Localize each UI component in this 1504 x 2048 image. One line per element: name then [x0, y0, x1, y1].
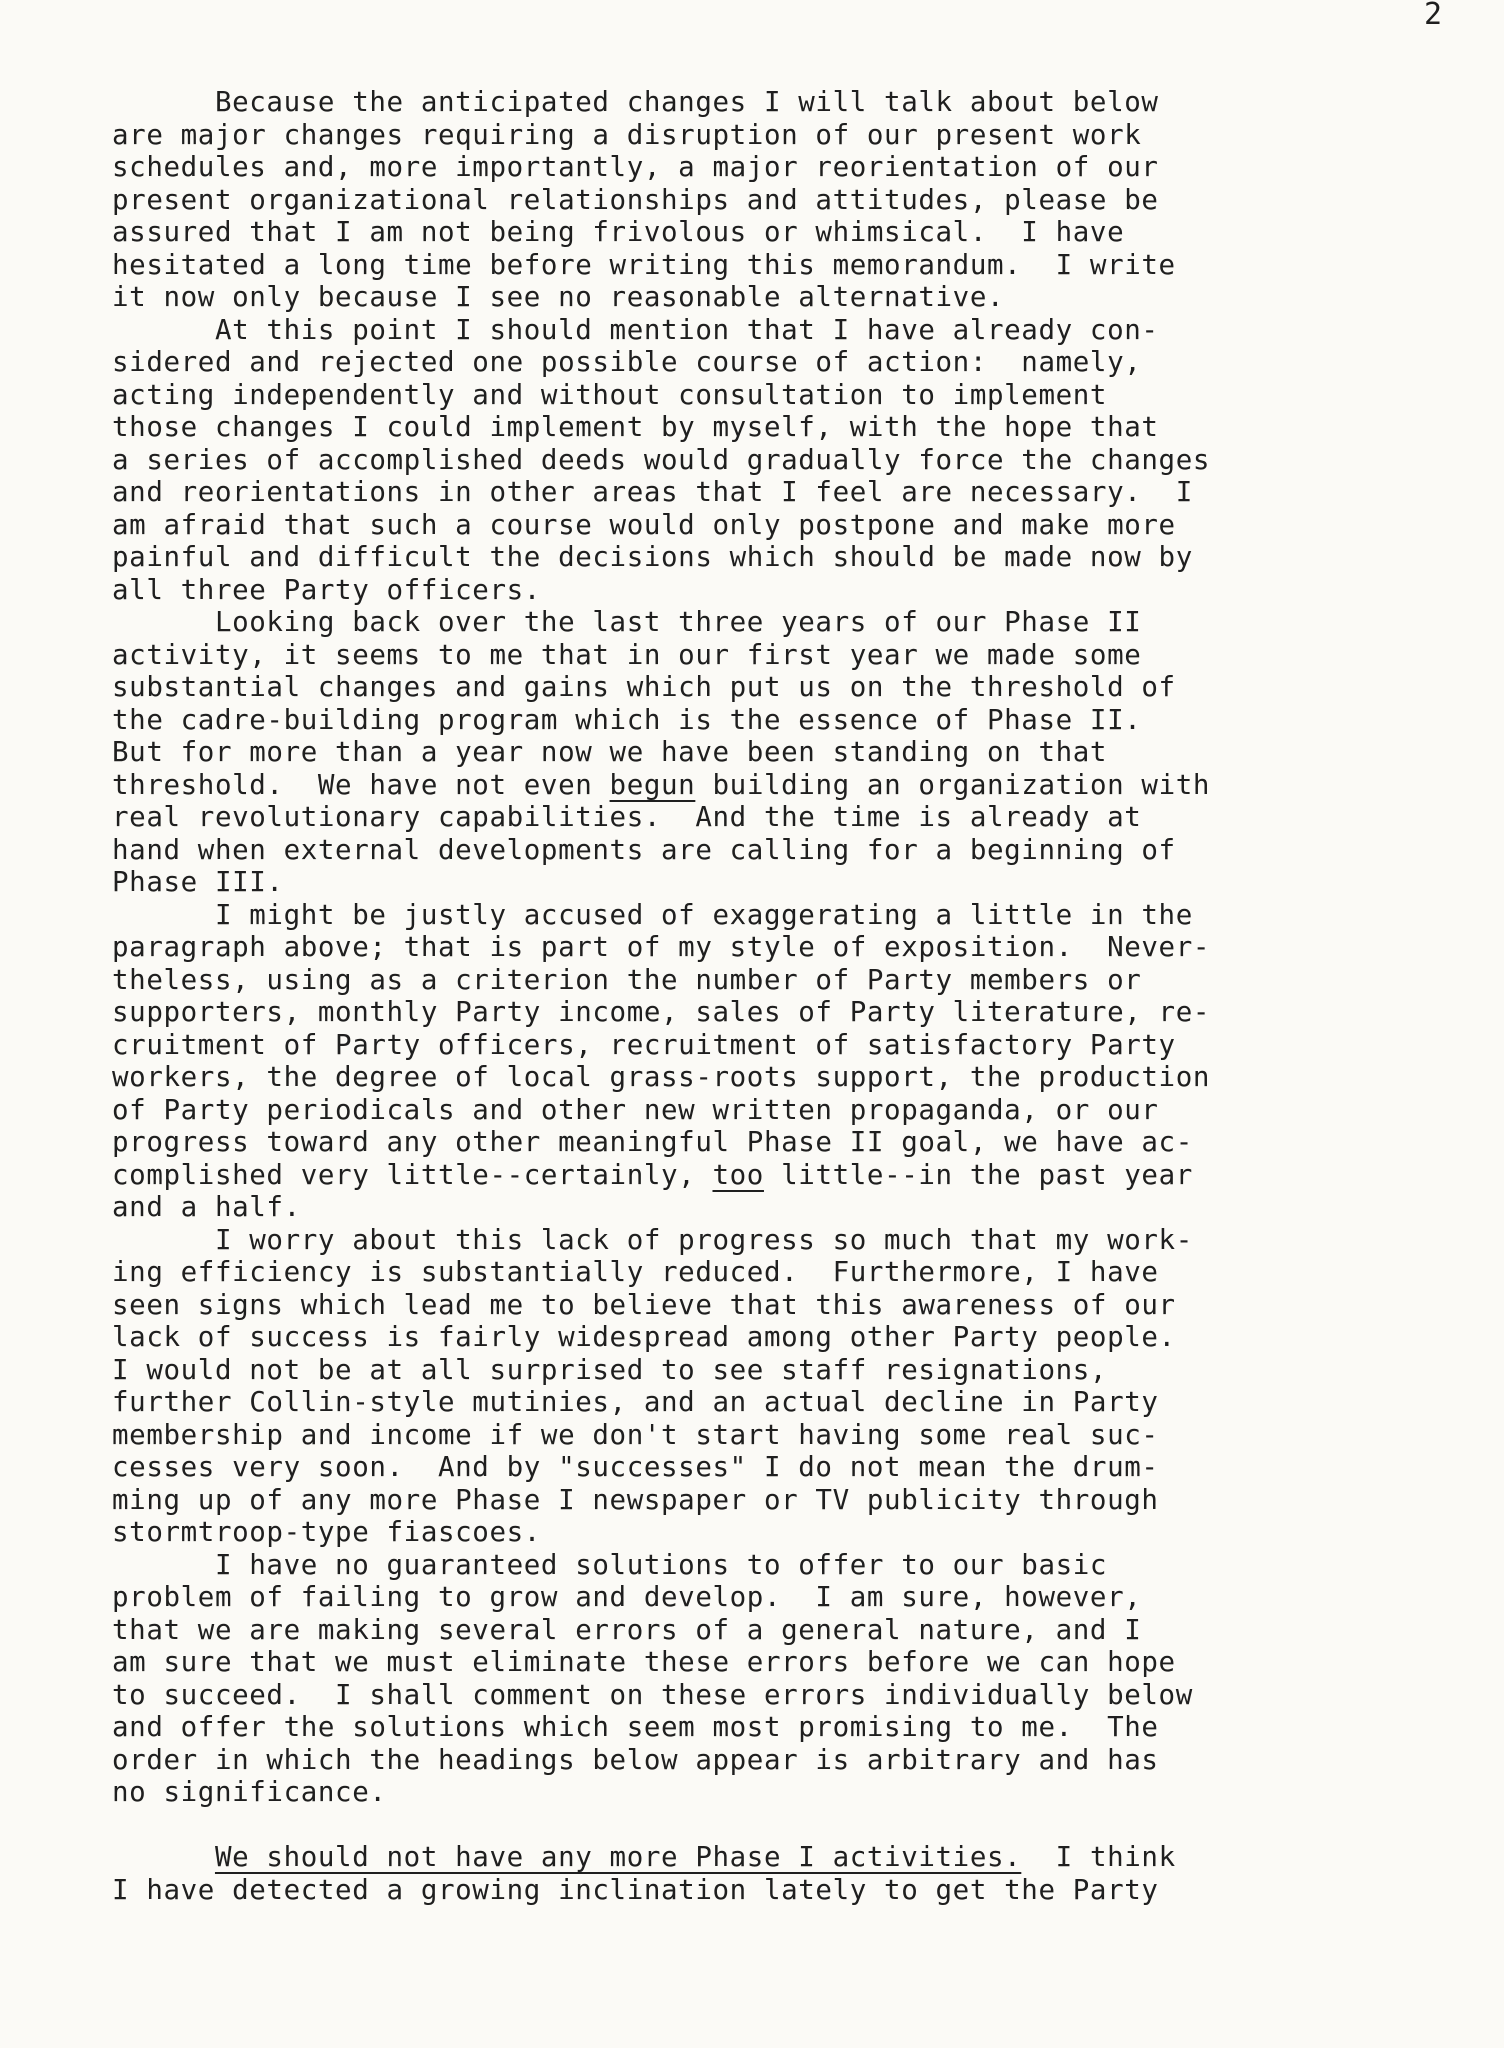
text-line — [112, 1061, 1442, 1094]
text-line — [112, 1191, 1442, 1224]
line-text: stormtroop-type fiascoes. — [112, 1516, 541, 1548]
text-line — [112, 1516, 1442, 1549]
line-text: the cadre-building program which is the essence of Phase II. — [112, 703, 1142, 736]
line-text: I would not be at all surprised to see staff resignations, — [112, 1353, 1108, 1386]
line-text: and reorientations in other areas that I feel are necessary. I — [112, 476, 1193, 508]
text-line — [112, 866, 1442, 899]
text-line — [112, 769, 1442, 802]
line-text: those changes I could implement by myself, with the hope that — [112, 411, 1159, 443]
text-line — [112, 606, 1442, 639]
line-text: acting independently and without consultation to implement — [112, 378, 1108, 411]
line-text: seen signs which lead me to believe that this awareness of our — [112, 1288, 1176, 1321]
text-line — [112, 1289, 1442, 1322]
text-line — [112, 704, 1442, 737]
text-line — [112, 1744, 1442, 1777]
text-line — [112, 509, 1442, 542]
text-line — [112, 639, 1442, 672]
line-text: cruitment of Party officers, recruitment of satisfactory Party — [112, 1028, 1176, 1061]
page-number: 2 — [1424, 0, 1443, 32]
line-text: no significance. — [112, 1776, 387, 1808]
text-line — [112, 1256, 1442, 1289]
text-line — [112, 736, 1442, 769]
line-text: to succeed. I shall comment on these errors individually below — [112, 1678, 1193, 1711]
text-line — [112, 996, 1442, 1029]
line-text: lack of success is fairly widespread among other Party people. — [112, 1321, 1176, 1353]
text-line — [112, 1321, 1442, 1354]
text-line — [112, 1419, 1442, 1452]
text-line — [112, 1159, 1442, 1192]
line-text: assured that I am not being frivolous or whimsical. I have — [112, 216, 1125, 248]
line-text: problem of failing to grow and develop. I am sure, however, — [112, 1581, 1142, 1613]
text-line — [112, 444, 1442, 477]
line-text: little--in the past year — [763, 1158, 1193, 1191]
underlined-text: We should not have any more Phase I activities. — [214, 1841, 1022, 1873]
line-text: Because the anticipated changes I will talk about below — [112, 86, 1159, 118]
line-text: and a half. — [112, 1191, 301, 1223]
line-text: I have no guaranteed solutions to offer to our basic — [112, 1548, 1108, 1581]
line-text: of Party periodicals and other new written propaganda, or our — [112, 1093, 1159, 1126]
line-text: building an organization with — [695, 768, 1211, 801]
text-line — [112, 1841, 1442, 1874]
text-line — [112, 1451, 1442, 1484]
line-text: order in which the headings below appear is arbitrary and has — [112, 1743, 1159, 1776]
text-line — [112, 801, 1442, 834]
text-line — [112, 476, 1442, 509]
line-text: a series of accomplished deeds would gradually force the changes — [112, 443, 1211, 476]
line-text: threshold. We have not even — [112, 768, 610, 801]
line-text: cesses very soon. And by "successes" I do not mean the drum- — [112, 1451, 1159, 1483]
line-text: Looking back over the last three years of our Phase II — [112, 606, 1142, 638]
text-line — [112, 1484, 1442, 1517]
line-text: all three Party officers. — [112, 573, 541, 606]
line-text: paragraph above; that is part of my style of exposition. Never- — [112, 931, 1211, 963]
text-line — [112, 1874, 1442, 1907]
line-text: present organizational relationships and attitudes, please be — [112, 183, 1159, 216]
line-text: real revolutionary capabilities. And the time is already at — [112, 801, 1142, 833]
text-line — [112, 314, 1442, 347]
line-text: complished very little--certainly, — [112, 1158, 713, 1191]
text-line — [112, 119, 1442, 152]
line-text: I have detected a growing inclination lately to get the Party — [112, 1873, 1159, 1906]
text-line — [112, 184, 1442, 217]
line-text: But for more than a year now we have been standing on that — [112, 736, 1108, 768]
line-text: it now only because I see no reasonable alternative. — [112, 281, 1005, 313]
text-line — [112, 1711, 1442, 1744]
text-line — [112, 249, 1442, 282]
line-text: membership and income if we don't start having some real suc- — [112, 1418, 1159, 1451]
line-text: hand when external developments are calling for a beginning of — [112, 833, 1176, 866]
memo-body — [112, 86, 1442, 1906]
text-line — [112, 1029, 1442, 1062]
line-text: workers, the degree of local grass-roots support, the production — [112, 1061, 1211, 1093]
line-text: am sure that we must eliminate these errors before we can hope — [112, 1646, 1176, 1678]
text-line — [112, 346, 1442, 379]
line-text: are major changes requiring a disruption of our present work — [112, 118, 1142, 151]
line-text: and offer the solutions which seem most promising to me. The — [112, 1711, 1159, 1743]
text-line — [112, 899, 1442, 932]
text-line — [112, 1354, 1442, 1387]
text-line — [112, 216, 1442, 249]
line-text: progress toward any other meaningful Phase II goal, we have ac- — [112, 1126, 1193, 1158]
text-line — [112, 1126, 1442, 1159]
line-text: I think — [1021, 1841, 1176, 1873]
underlined-text: too — [712, 1158, 764, 1191]
text-line — [112, 671, 1442, 704]
line-text: ming up of any more Phase I newspaper or TV publicity through — [112, 1483, 1159, 1516]
line-text — [112, 1841, 215, 1873]
text-line — [112, 151, 1442, 184]
line-text: hesitated a long time before writing this memorandum. I write — [112, 248, 1176, 281]
line-text: substantial changes and gains which put us on the threshold of — [112, 671, 1176, 703]
paragraph-gap — [112, 1809, 1442, 1842]
line-text: further Collin-style mutinies, and an actual decline in Party — [112, 1386, 1159, 1418]
line-text: ing efficiency is substantially reduced. Furthermore, I have — [112, 1256, 1159, 1288]
text-line — [112, 574, 1442, 607]
text-line — [112, 834, 1442, 867]
text-line — [112, 281, 1442, 314]
text-line — [112, 1776, 1442, 1809]
text-line — [112, 541, 1442, 574]
text-line — [112, 411, 1442, 444]
text-line — [112, 1549, 1442, 1582]
text-line — [112, 964, 1442, 997]
text-line — [112, 1581, 1442, 1614]
text-line — [112, 1646, 1442, 1679]
line-text: I might be justly accused of exaggerating a little in the — [112, 898, 1193, 931]
line-text: supporters, monthly Party income, sales of Party literature, re- — [112, 996, 1211, 1028]
line-text: Phase III. — [112, 866, 284, 898]
text-line — [112, 1094, 1442, 1127]
line-text: that we are making several errors of a general nature, and I — [112, 1613, 1142, 1646]
underlined-text: begun — [609, 768, 696, 801]
line-text: schedules and, more importantly, a major reorientation of our — [112, 151, 1159, 183]
line-text: I worry about this lack of progress so much that my work- — [112, 1223, 1193, 1256]
line-text: At this point I should mention that I have already con- — [112, 313, 1159, 346]
line-text: theless, using as a criterion the number of Party members or — [112, 963, 1142, 996]
text-line — [112, 931, 1442, 964]
text-line — [112, 1386, 1442, 1419]
text-line — [112, 86, 1442, 119]
line-text: activity, it seems to me that in our first year we made some — [112, 638, 1142, 671]
text-line — [112, 1224, 1442, 1257]
line-text: painful and difficult the decisions which should be made now by — [112, 541, 1193, 573]
text-line — [112, 1614, 1442, 1647]
line-text: am afraid that such a course would only postpone and make more — [112, 508, 1176, 541]
text-line — [112, 379, 1442, 412]
line-text: sidered and rejected one possible course of action: namely, — [112, 346, 1142, 378]
text-line — [112, 1679, 1442, 1712]
